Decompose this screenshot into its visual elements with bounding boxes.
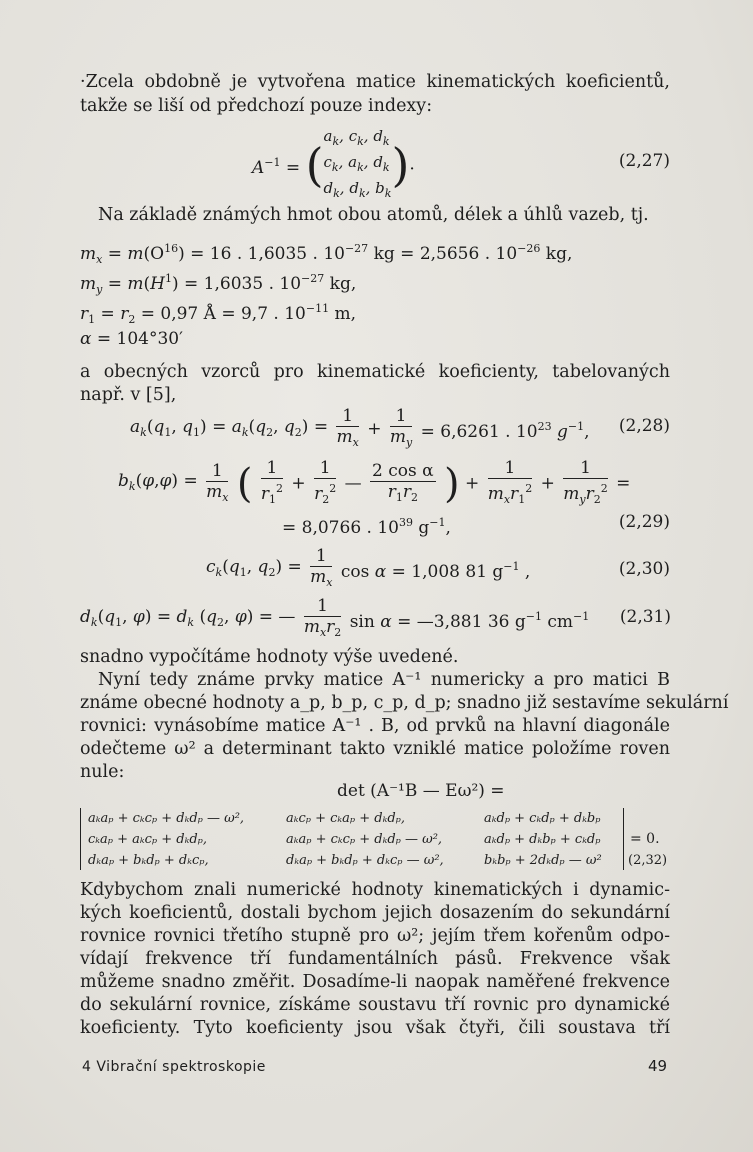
determinant-bar-left: [80, 808, 81, 870]
text-line: takže se liší od předchozí pouze indexy:: [80, 96, 433, 116]
equation-alpha: α = 104°30′: [80, 329, 183, 349]
equation-2-29-result: = 8,0766 . $10^{39}$ $g^{-1}$,: [282, 516, 451, 538]
text-line: vídají frekvence tří fundamentálních pásů. Frekvence však: [80, 949, 670, 969]
det-cell: dₖaₚ + bₖdₚ + dₖcₚ — ω²,: [286, 853, 444, 868]
text-line: do sekulární rovnice, získáme soustavu tří rovnic pro dynamické: [80, 995, 670, 1015]
det-cell: cₖaₚ + aₖcₚ + dₖdₚ,: [88, 832, 207, 847]
text-line: Kdybychom znali numerické hodnoty kinematických i dynamic-: [80, 880, 670, 900]
equation-2-30: $c_k(q_1$, $q_2$) = $\frac{1}{m_x}$ cos α = 1,008 81 $g^{-1}$ ,: [206, 546, 531, 589]
page-number: 49: [648, 1057, 668, 1075]
det-cell: aₖdₚ + cₖdₚ + dₖbₚ: [484, 811, 601, 826]
equation-number: (2,31): [619, 607, 671, 627]
equation-number: (2,28): [618, 416, 670, 436]
equation-number: (2,30): [618, 559, 670, 579]
text-line: a obecných vzorců pro kinematické koeficienty, tabelovaných: [80, 362, 670, 382]
text-line: ·Zcela obdobně je vytvořena matice kinematických koeficientů,: [80, 72, 670, 92]
det-equals-zero: = 0.: [630, 831, 660, 847]
det-cell: aₖaₚ + cₖcₚ + dₖdₚ — ω²,: [88, 811, 245, 826]
text-line: můžeme snadno změřit. Dosadíme-li naopak naměřené frekvence: [80, 972, 670, 992]
equation-my: $m_y = m(H^1) = 1,6035$ . $10^{-27}$ kg,: [80, 272, 357, 296]
matrix-row: $a_k$, $c_k$, $d_k$: [323, 127, 390, 148]
matrix-row: $c_k$, $a_k$, $d_k$: [323, 153, 390, 174]
footer-section: 4 Vibrační spektroskopie: [82, 1059, 266, 1075]
equation-mx: $m_x = m(O^{16}) = 16$ . 1,6035 . $10^{-27}$ kg = 2,5656 . $10^{-26}$ kg,: [80, 242, 573, 266]
text-line: rovnice rovnici třetího stupně pro ω²; jejím třem kořenům odpo-: [80, 926, 670, 946]
equation-2-28: $a_k(q_1$, $q_1) = a_k(q_2$, $q_2$) = $\frac{1}{m_x}$ + $\frac{1}{m_y}$ = 6,6261 . $10^{23}$ $g^{-1}$,: [130, 406, 590, 449]
text-line: nule:: [80, 762, 125, 782]
text-line: snadno vypočítáme hodnoty výše uvedené.: [80, 647, 459, 667]
text-line: odečteme ω² a determinant takto vzniklé matice položíme roven: [80, 739, 670, 759]
text-line: Na základě známých hmot obou atomů, délek a úhlů vazeb, tj.: [98, 205, 649, 225]
equation-2-29: $b_k(\varphi,\varphi)$ = $\frac{1}{m_x}$ ( $\frac{1}{r_1^2}$ + $\frac{1}{r_2^2}$ — $\frac{\text{2 cos α}}{r_1r_2}$ ) + $\frac{1}{m_xr_1^2}$ + $\frac{1}{m_yr_2^2}$ =: [118, 458, 631, 507]
equation-number: (2,29): [618, 512, 670, 532]
det-cell: aₖaₚ + cₖcₚ + dₖdₚ — ω²,: [286, 832, 443, 847]
text-line: rovnici: vynásobíme matice A⁻¹ . B, od prvků na hlavní diagonále: [80, 716, 670, 736]
det-cell: bₖbₚ + 2dₖdₚ — ω²: [484, 853, 602, 868]
determinant-bar-right: [623, 808, 624, 870]
text-line: kých koeficientů, dostali bychom jejich dosazením do sekundární: [80, 903, 670, 923]
equation-r: $r_1 = r_2 = 0,97$ Å = 9,7 . $10^{-11}$ m,: [80, 302, 357, 326]
equation-number: (2,27): [618, 151, 670, 171]
equation-2-31: $d_k(q_1$, $\varphi) = d_k$ ($q_2$, φ) = — $\frac{1}{m_xr_2}$ sin α = —3,881 36 $g^{-1}$ $cm^{-1}$: [80, 596, 590, 639]
equation-number: (2,32): [628, 853, 668, 868]
text-line: např. v [5],: [80, 385, 177, 405]
text-line: Nyní tedy známe prvky matice A⁻¹ numericky a pro matici B: [98, 670, 670, 690]
det-cell: aₖdₚ + dₖbₚ + cₖdₚ: [484, 832, 601, 847]
equation-2-27: $A^{-1}$ = ( $a_k$, $c_k$, $d_k$ $c_k$, $a_k$, $d_k$ $d_k$, $d_k$, $b_k$ ).: [252, 126, 415, 204]
det-cell: dₖaₚ + bₖdₚ + dₖcₚ,: [88, 853, 209, 868]
determinant-title: det (A⁻¹B — Eω²) =: [337, 781, 505, 801]
text-line: koeficienty. Tyto koeficienty jsou však čtyři, čili soustava tří: [80, 1018, 670, 1038]
text-line: známe obecné hodnoty a_p, b_p, c_p, d_p; snadno již sestavíme sekulární: [80, 693, 729, 713]
matrix-row: $d_k$, $d_k$, $b_k$: [323, 179, 392, 200]
det-cell: aₖcₚ + cₖaₚ + dₖdₚ,: [286, 811, 405, 826]
